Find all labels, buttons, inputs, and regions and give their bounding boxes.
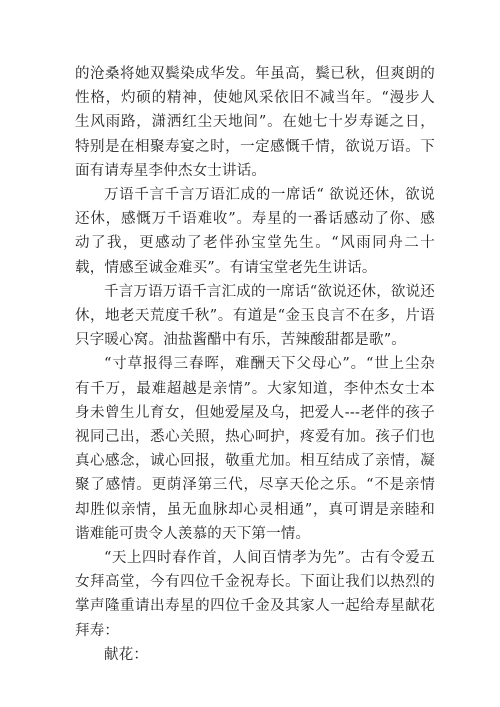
paragraph-4: “寸草报得三春晖，难酬天下父母心”。“世上尘杂有千万，最难超越是亲情”。大家知道，李仲杰女士本身未曾生儿育女，但她爱屋及乌，把爱人---老伴的孩子视同己出，悉心关照，热心呵护，疼爱有加。孩子们也真心感念，诚心回报，敬重尤加。相互结成了亲情，凝聚了感情。更荫泽第三代，尽享天伦之乐。“不是亲情却胜似亲情，虽无血脉却心灵相通”，真可谓是亲睦和谐难能可贵令人羡慕的天下第一情。 xyxy=(75,356,435,542)
paragraph-1: 的沧桑将她双鬓染成华发。年虽高，鬓已秋，但爽朗的性格，灼硕的精神，使她风采依旧不减当年。“漫步人生风雨路，潇洒红尘天地间”。在她七十岁寿诞之日，特别是在相聚寿宴之时，一定感慨千情，欲说万语。下面有请寿星李仲杰女士讲话。 xyxy=(75,66,435,179)
paragraph-2: 万语千言千言万语汇成的一席话“ 欲说还休，欲说还休，感慨万千语难收”。寿星的一番话感动了你、感动了我，更感动了老伴孙宝堂先生。“风雨同舟二十载，情感至诚金难买”。有请宝堂老先生讲话。 xyxy=(75,187,435,276)
paragraph-3: 千言万语万语千言汇成的一席话“欲说还休，欲说还休，地老天荒度千秋”。有道是“金玉良言不在多，片语只字暖心窝。油盐酱醋中有乐，苦辣酸甜都是歌”。 xyxy=(75,283,436,349)
document-body xyxy=(75,62,435,667)
paragraph-6: 献花： xyxy=(104,646,149,663)
paragraph-5: “天上四时春作首，人间百情孝为先”。古有令爱五女拜高堂，今有四位千金祝寿长。下面让我们以热烈的掌声隆重请出寿星的四位千金及其家人一起给寿星献花拜寿： xyxy=(75,550,435,639)
